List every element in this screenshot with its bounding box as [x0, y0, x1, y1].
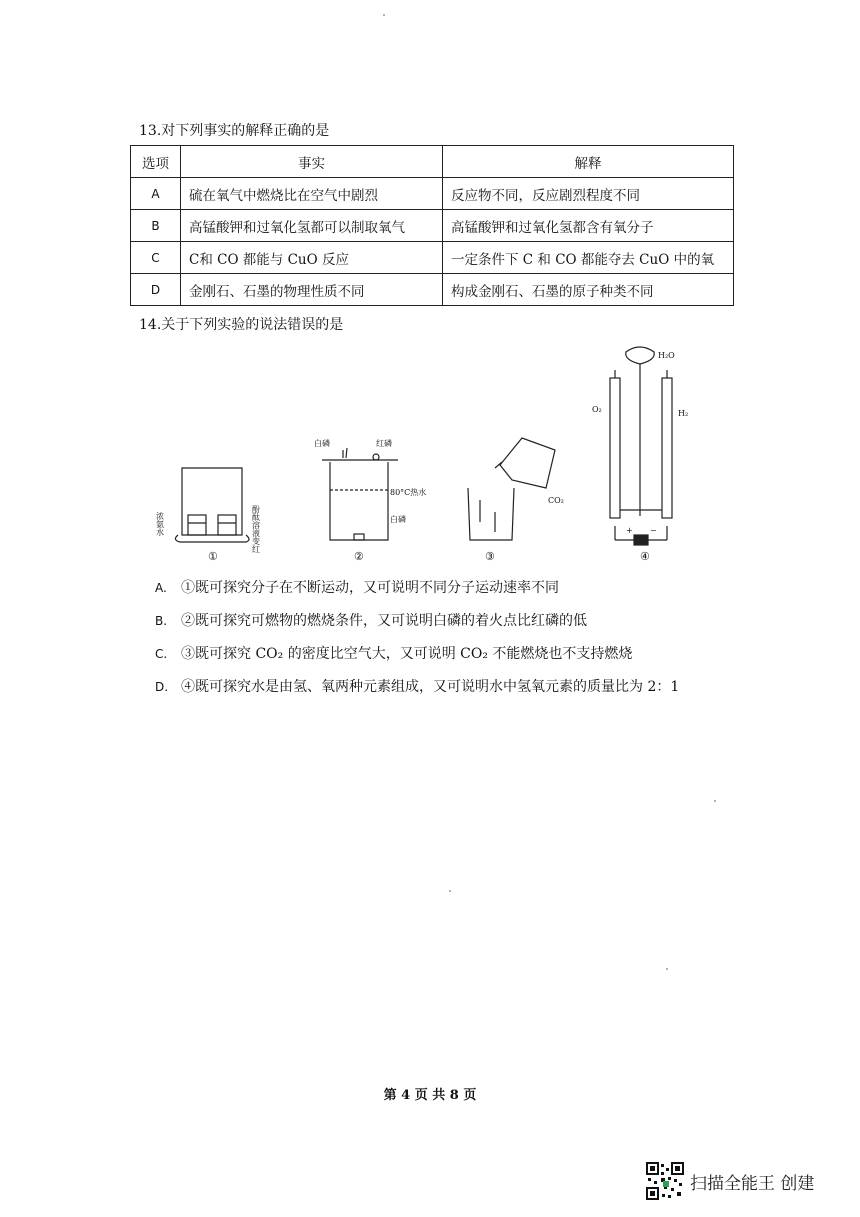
explanation-cell: 反应物不同，反应剧烈程度不同	[443, 178, 734, 210]
option-c[interactable]	[155, 644, 679, 677]
fig2-white-p-top: 白磷	[314, 439, 330, 448]
qr-code-icon	[646, 1162, 684, 1200]
option-cell: B	[131, 210, 181, 242]
header-option: 选项	[131, 146, 181, 178]
fig3-number: ③	[485, 550, 495, 563]
option-text: ③既可探究 CO₂ 的密度比空气大，又可说明 CO₂ 不能燃烧也不支持燃烧	[181, 646, 633, 662]
fig1-number: ①	[208, 550, 218, 563]
fig2-water-label: 80°C热水	[390, 488, 427, 497]
fig4-plus: +	[626, 526, 633, 535]
fig2-white-p-bottom: 白磷	[390, 515, 406, 524]
explanation-cell: 构成金刚石、石墨的原子种类不同	[443, 274, 734, 306]
figure-1-molecule-motion	[156, 468, 261, 563]
fig4-h2o-label: H₂O	[658, 351, 675, 360]
figure-2-combustion	[314, 438, 426, 563]
facts-table	[130, 145, 734, 306]
experiment-figures	[150, 340, 710, 570]
scan-speck	[666, 968, 668, 970]
header-explanation: 解释	[443, 146, 734, 178]
scan-speck	[449, 890, 451, 892]
option-text: ②既可探究可燃物的燃烧条件，又可说明白磷的着火点比红磷的低	[181, 613, 587, 629]
table-row	[131, 274, 734, 306]
option-text: ①既可探究分子在不断运动，又可说明不同分子运动速率不同	[181, 580, 559, 596]
figure-3-co2-pour	[468, 438, 564, 563]
fig1-left-label: 浓氨水	[155, 512, 165, 536]
table-row	[131, 210, 734, 242]
option-letter: C.	[155, 647, 168, 661]
page-footer: 第 4 页 共 8 页	[383, 1088, 477, 1103]
table-header-row	[131, 146, 734, 178]
scan-speck	[383, 14, 385, 16]
option-text: ④既可探究水是由氢、氧两种元素组成，又可说明水中氢氧元素的质量比为 2：1	[181, 679, 680, 695]
fig4-o2-label: O₂	[592, 405, 602, 414]
fig4-number: ④	[640, 550, 650, 563]
header-fact: 事实	[181, 146, 443, 178]
explanation-cell: 高锰酸钾和过氧化氢都含有氧分子	[443, 210, 734, 242]
fact-cell: 金刚石、石墨的物理性质不同	[181, 274, 443, 306]
option-cell: D	[131, 274, 181, 306]
scan-speck	[714, 800, 716, 802]
question-14-title: 14.关于下列实验的说法错误的是	[139, 317, 344, 333]
option-cell: A	[131, 178, 181, 210]
fig4-h2-label: H₂	[678, 409, 689, 418]
scanner-watermark	[646, 1162, 814, 1200]
fig2-number: ②	[354, 550, 364, 563]
figure-4-electrolysis	[592, 347, 688, 563]
fig3-gas-label: CO₂	[548, 496, 564, 505]
option-b[interactable]	[155, 611, 679, 644]
option-a[interactable]	[155, 578, 679, 611]
option-letter: B.	[155, 614, 168, 628]
question-14-options	[155, 578, 679, 710]
fact-cell: 硫在氧气中燃烧比在空气中剧烈	[181, 178, 443, 210]
fact-cell: 高锰酸钾和过氧化氢都可以制取氧气	[181, 210, 443, 242]
option-cell: C	[131, 242, 181, 274]
option-d[interactable]	[155, 677, 679, 710]
table-row	[131, 242, 734, 274]
question-13-title: 13.对下列事实的解释正确的是	[139, 123, 330, 139]
fact-cell: C和 CO 都能与 CuO 反应	[181, 242, 443, 274]
scanner-brand-text: 扫描全能王 创建	[690, 1173, 815, 1194]
option-letter: D.	[155, 680, 169, 694]
option-letter: A.	[155, 581, 167, 595]
table-row	[131, 178, 734, 210]
fig4-minus: −	[650, 526, 657, 535]
fig2-red-p: 红磷	[376, 439, 392, 448]
fig1-right-label: 酚酞溶液变红	[251, 505, 261, 553]
explanation-cell: 一定条件下 C 和 CO 都能夺去 CuO 中的氧	[443, 242, 734, 274]
